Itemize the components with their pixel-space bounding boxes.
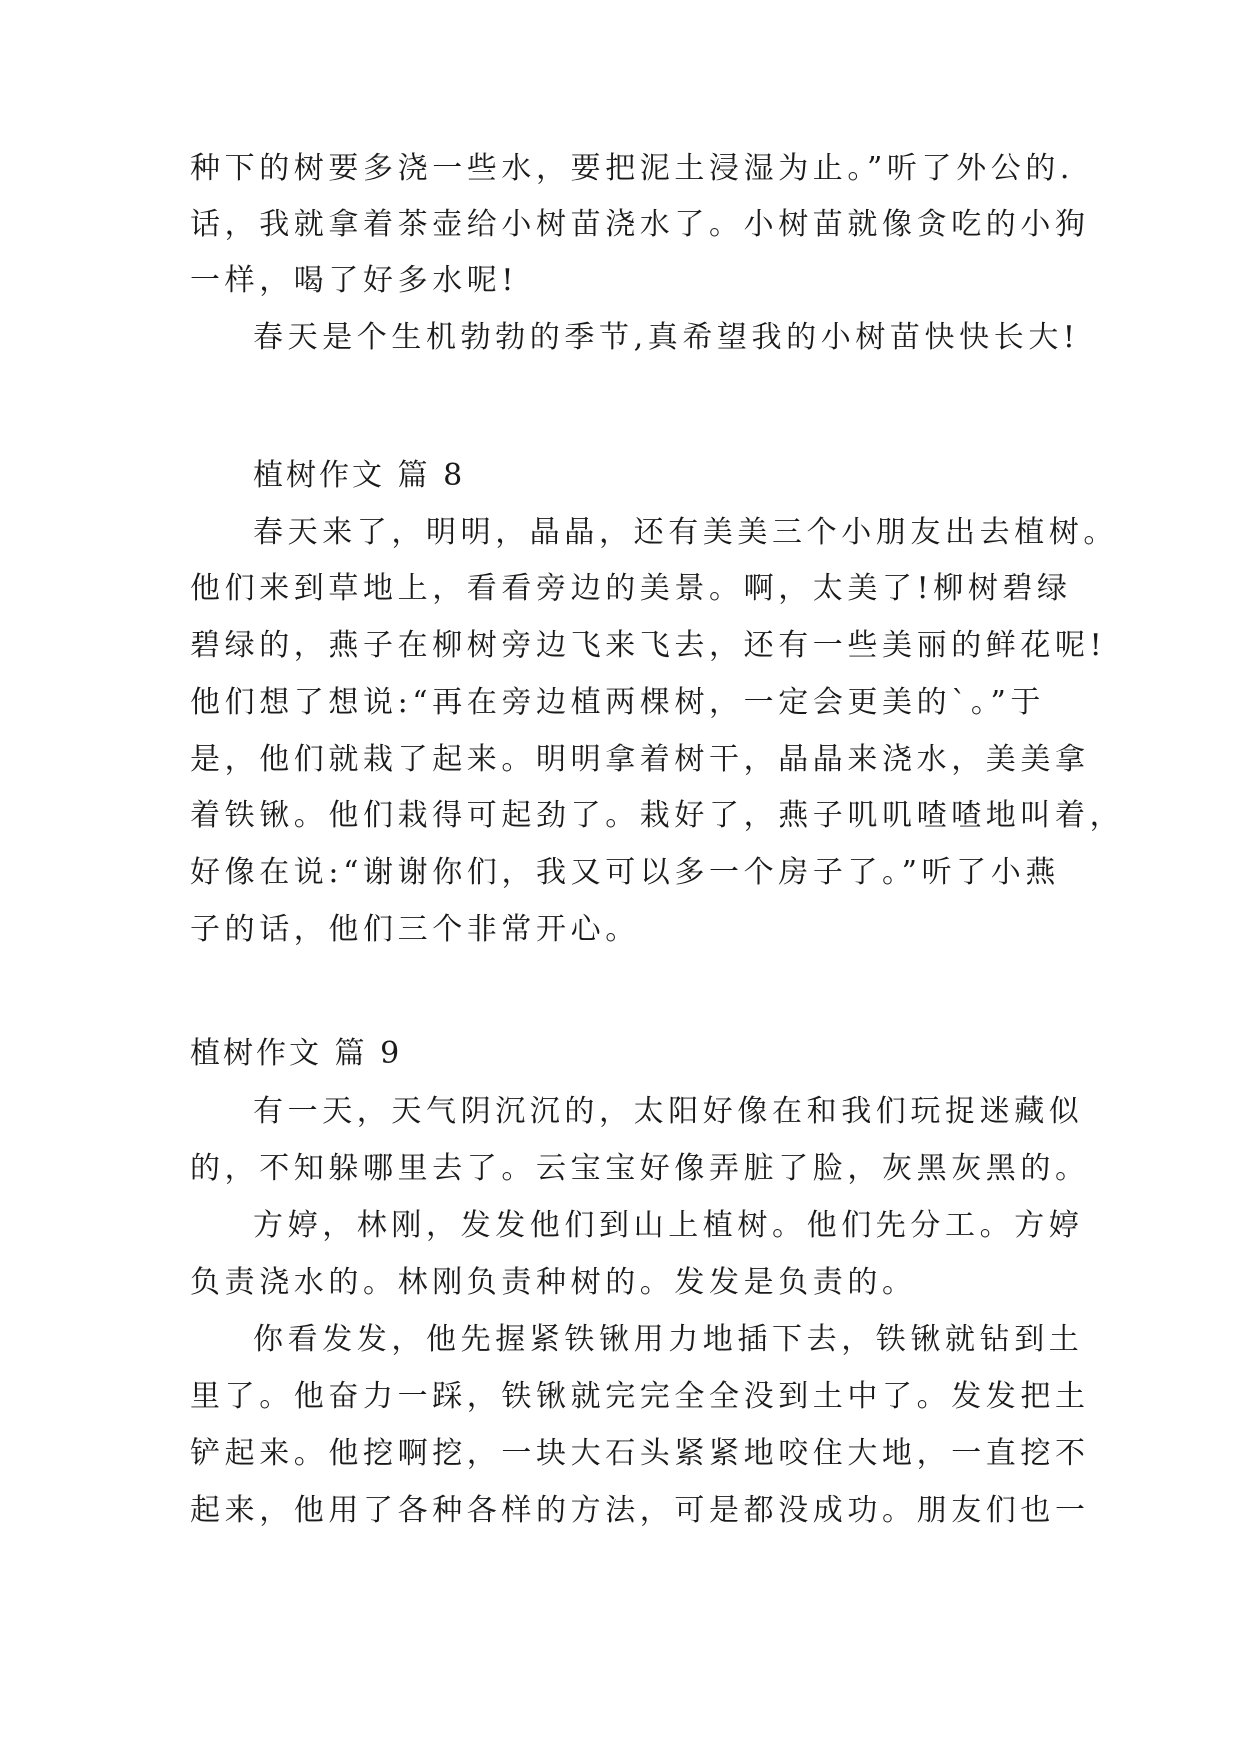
body-line: 种下的树要多浇一些水，要把泥土浸湿为止。”听了外公的. (190, 151, 1075, 186)
body-line: 你看发发，他先握紧铁锹用力地插下去，铁锹就钻到土 (253, 1322, 1084, 1357)
body-line: 的，不知躲哪里去了。云宝宝好像弄脏了脸，灰黑灰黑的。 (190, 1151, 1090, 1186)
essay-9-heading: 植树作文 篇 9 (190, 1036, 403, 1071)
body-line: 春天是个生机勃勃的季节,真希望我的小树苗快快长大! (253, 320, 1080, 355)
body-line: 好像在说:“谢谢你们，我又可以多一个房子了。”听了小燕 (190, 855, 1060, 890)
body-line: 起来，他用了各种各样的方法，可是都没成功。朋友们也一 (190, 1493, 1090, 1528)
body-line: 春天来了，明明，晶晶，还有美美三个小朋友出去植树。 (253, 515, 1118, 550)
body-line: 一样，喝了好多水呢! (190, 263, 519, 298)
body-line: 里了。他奋力一踩，铁锹就完完全全没到土中了。发发把土 (190, 1379, 1090, 1414)
body-line: 铲起来。他挖啊挖，一块大石头紧紧地咬住大地，一直挖不 (190, 1436, 1090, 1471)
body-line: 他们想了想说:“再在旁边植两棵树，一定会更美的`。”于 (190, 685, 1045, 720)
body-line: 着铁锹。他们栽得可起劲了。栽好了，燕子叽叽喳喳地叫着， (190, 798, 1125, 833)
body-line: 是，他们就栽了起来。明明拿着树干，晶晶来浇水，美美拿 (190, 742, 1090, 777)
essay-8-heading: 植树作文 篇 8 (253, 458, 466, 493)
body-line: 话，我就拿着茶壶给小树苗浇水了。小树苗就像贪吃的小狗 (190, 207, 1090, 242)
body-line: 子的话，他们三个非常开心。 (190, 912, 640, 947)
body-line: 方婷，林刚，发发他们到山上植树。他们先分工。方婷 (253, 1208, 1084, 1243)
body-line: 碧绿的，燕子在柳树旁边飞来飞去，还有一些美丽的鲜花呢! (190, 628, 1107, 663)
body-line: 有一天，天气阴沉沉的，太阳好像在和我们玩捉迷藏似 (253, 1094, 1084, 1129)
body-line: 他们来到草地上，看看旁边的美景。啊，太美了!柳树碧绿 (190, 571, 1072, 606)
body-line: 负责浇水的。林刚负责种树的。发发是负责的。 (190, 1265, 917, 1300)
